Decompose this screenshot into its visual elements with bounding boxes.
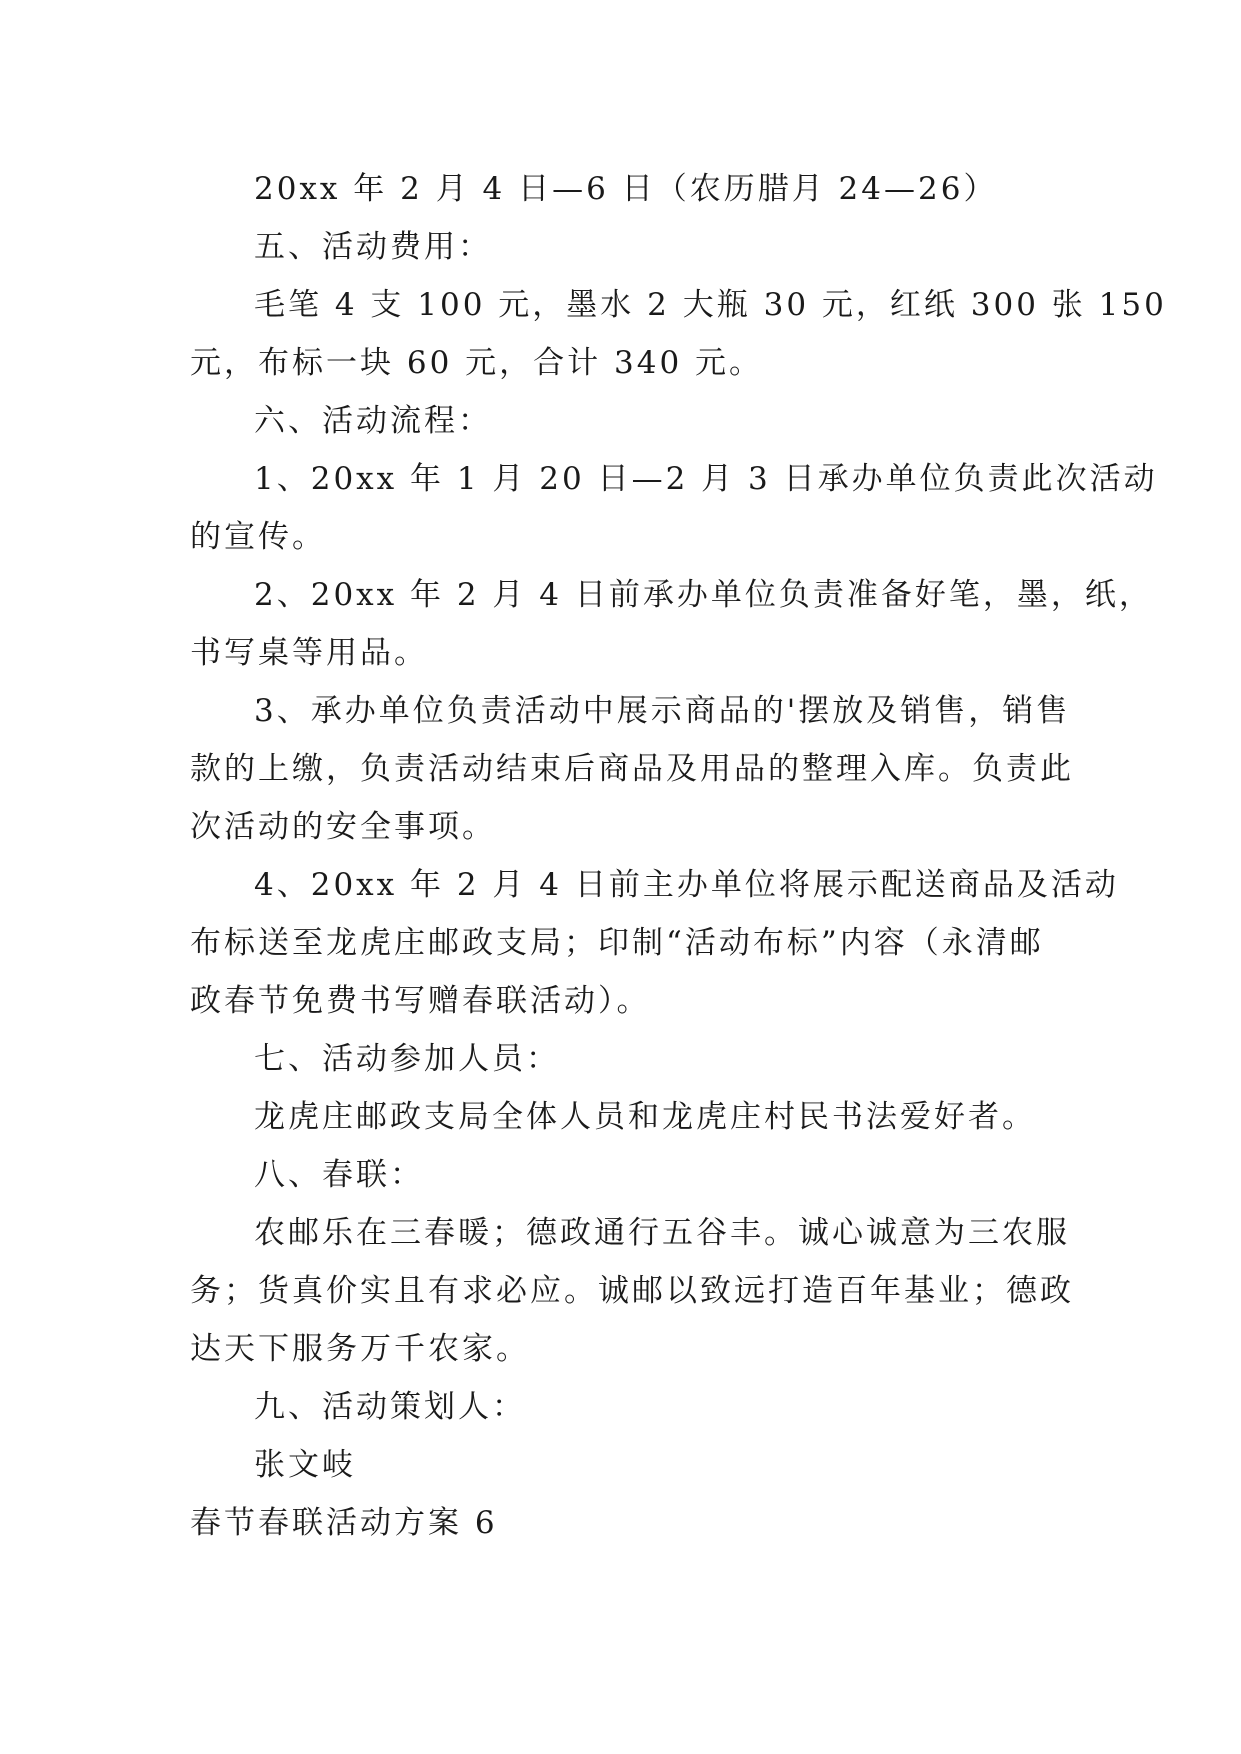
text-line: 六、活动流程： — [254, 403, 492, 439]
section-title — [190, 1494, 1056, 1552]
text-line: 次活动的安全事项。 — [190, 809, 496, 845]
text-line: 务；货真价实且有求必应。诚邮以致远打造百年基业；德政 — [190, 1273, 1074, 1309]
paragraph — [190, 450, 1158, 566]
paragraph — [190, 566, 1153, 682]
text-line: 达天下服务万千农家。 — [190, 1331, 530, 1367]
text-line: 2、20xx 年 2 月 4 日前承办单位负责准备好笔，墨，纸， — [254, 577, 1153, 613]
text-line: 张文岐 — [254, 1447, 356, 1483]
text-line: 布标送至龙虎庄邮政支局；印制“活动布标”内容（永清邮 — [190, 925, 1044, 961]
text-line: 的宣传。 — [190, 519, 326, 555]
text-line: 政春节免费书写赠春联活动）。 — [190, 983, 651, 1019]
text-line: 七、活动参加人员： — [254, 1041, 560, 1077]
paragraph — [190, 392, 1056, 450]
paragraph — [190, 276, 1167, 392]
text-line: 款的上缴，负责活动结束后商品及用品的整理入库。负责此 — [190, 751, 1074, 787]
text-line: 八、春联： — [254, 1157, 424, 1193]
text-line: 五、活动费用： — [254, 229, 492, 265]
text-line: 春节春联活动方案 6 — [190, 1505, 498, 1541]
document-body — [190, 160, 1167, 1552]
paragraph — [190, 1436, 1056, 1494]
paragraph — [190, 218, 1056, 276]
paragraph — [190, 682, 1074, 856]
text-line: 20xx 年 2 月 4 日—6 日（农历腊月 24—26） — [254, 171, 998, 207]
text-line: 九、活动策划人： — [254, 1389, 526, 1425]
paragraph — [190, 1378, 1056, 1436]
paragraph — [190, 160, 1056, 218]
paragraph — [190, 1204, 1074, 1378]
paragraph — [190, 1088, 1056, 1146]
text-line: 书写桌等用品。 — [190, 635, 428, 671]
paragraph — [190, 856, 1119, 1030]
text-line: 农邮乐在三春暖；德政通行五谷丰。诚心诚意为三农服 — [254, 1215, 1070, 1251]
paragraph — [190, 1146, 1056, 1204]
text-line: 龙虎庄邮政支局全体人员和龙虎庄村民书法爱好者。 — [254, 1099, 1036, 1135]
text-line: 毛笔 4 支 100 元，墨水 2 大瓶 30 元，红纸 300 张 150 — [254, 287, 1167, 323]
text-line: 3、承办单位负责活动中展示商品的'摆放及销售，销售 — [254, 693, 1071, 729]
paragraph — [190, 1030, 1056, 1088]
text-line: 元，布标一块 60 元，合计 340 元。 — [190, 345, 764, 381]
text-line: 4、20xx 年 2 月 4 日前主办单位将展示配送商品及活动 — [254, 867, 1119, 903]
text-line: 1、20xx 年 1 月 20 日—2 月 3 日承办单位负责此次活动 — [254, 461, 1158, 497]
